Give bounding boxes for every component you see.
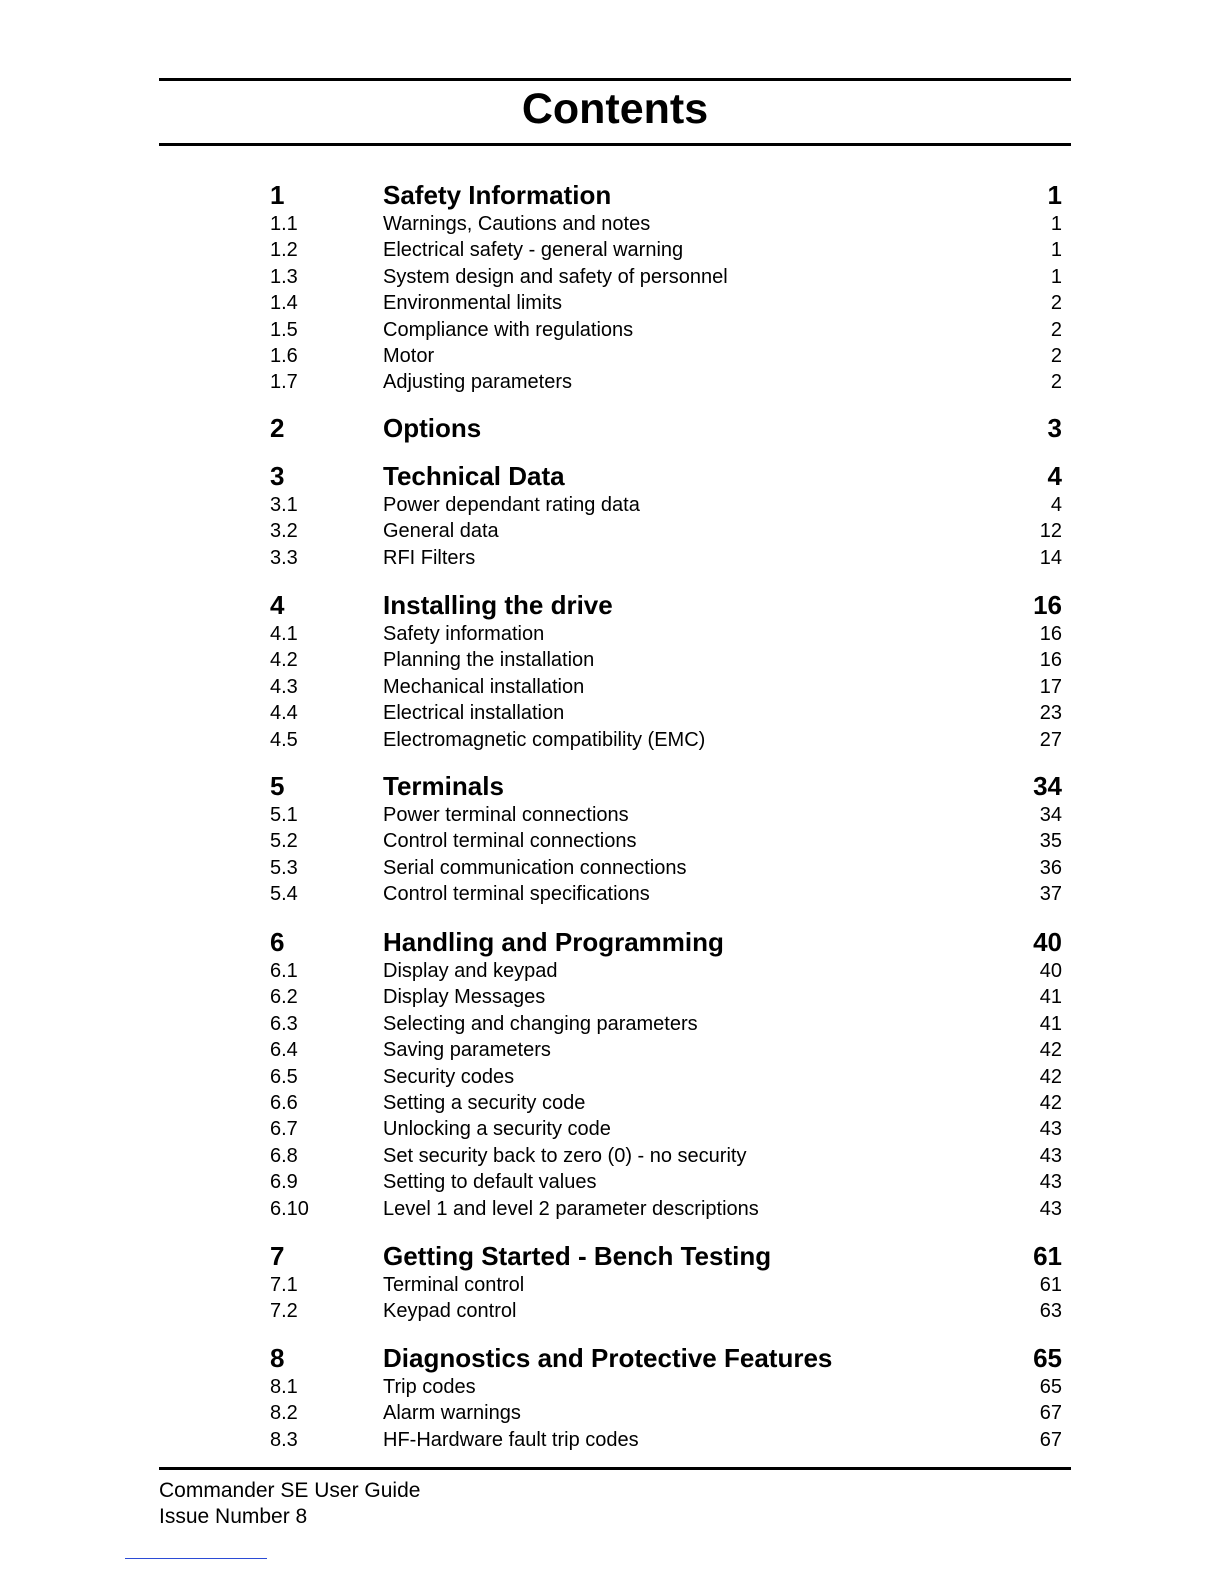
section-page-number: 34	[1039, 804, 1062, 826]
section-title: Power terminal connections	[383, 804, 629, 826]
section-page-number: 41	[1039, 986, 1062, 1009]
toc-chapter-2[interactable]	[270, 412, 1062, 444]
toc-section-8-2[interactable]	[270, 1400, 1062, 1426]
section-title: System design and safety of personnel	[383, 265, 728, 288]
section-number: 3.3	[270, 546, 298, 569]
section-page-number: 14	[1039, 546, 1062, 569]
section-title: Setting to default values	[383, 1171, 597, 1194]
section-page-number: 43	[1039, 1144, 1062, 1167]
footer-guide-title: Commander SE User Guide	[159, 1479, 421, 1502]
section-title: RFI Filters	[383, 546, 476, 569]
chapter-title: Safety Information	[383, 180, 612, 210]
section-title: Display Messages	[383, 986, 546, 1009]
section-number: 6.4	[270, 1039, 298, 1062]
toc-section-3-2[interactable]	[270, 518, 1062, 544]
footer-rule	[159, 1467, 1071, 1470]
section-page-number: 36	[1039, 856, 1062, 879]
section-number: 1.3	[270, 265, 298, 288]
section-title: Planning the installation	[383, 649, 595, 672]
section-number: 5.3	[270, 856, 298, 879]
toc-section-1-7[interactable]	[270, 369, 1062, 395]
section-number: 6.3	[270, 1012, 298, 1035]
toc-section-1-4[interactable]	[270, 290, 1062, 316]
toc-section-7-2[interactable]	[270, 1298, 1062, 1324]
section-number: 6.1	[270, 960, 298, 982]
toc-section-6-9[interactable]	[270, 1169, 1062, 1195]
toc-section-7-1[interactable]	[270, 1272, 1062, 1298]
section-page-number: 63	[1039, 1300, 1062, 1323]
toc-section-5-1[interactable]	[270, 802, 1062, 828]
section-title: Keypad control	[383, 1300, 517, 1323]
link-underline	[125, 1558, 267, 1559]
section-title: Electromagnetic compatibility (EMC)	[383, 728, 706, 751]
section-title: Display and keypad	[383, 960, 558, 982]
toc-section-3-1[interactable]	[270, 492, 1062, 518]
section-number: 1.2	[270, 239, 298, 262]
toc-section-6-7[interactable]	[270, 1116, 1062, 1142]
page-title: Contents	[521, 85, 709, 133]
section-title: Set security back to zero (0) - no security	[383, 1144, 747, 1167]
section-page-number: 40	[1039, 960, 1062, 982]
section-number: 4.4	[270, 702, 298, 725]
toc-section-1-3[interactable]	[270, 264, 1062, 290]
toc-section-6-4[interactable]	[270, 1037, 1062, 1063]
chapter-number: 5	[270, 771, 285, 801]
toc-section-6-1[interactable]	[270, 958, 1062, 984]
section-page-number: 43	[1039, 1197, 1062, 1220]
chapter-number: 8	[270, 1343, 285, 1373]
chapter-title: Terminals	[383, 771, 504, 801]
toc-section-4-2[interactable]	[270, 647, 1062, 673]
section-page-number: 2	[1050, 292, 1062, 315]
toc-section-4-1[interactable]	[270, 621, 1062, 647]
toc-section-5-3[interactable]	[270, 855, 1062, 881]
chapter-number: 7	[270, 1241, 285, 1271]
section-title: Serial communication connections	[383, 856, 687, 879]
section-page-number: 67	[1039, 1402, 1062, 1425]
toc-section-8-3[interactable]	[270, 1427, 1062, 1453]
section-number: 6.2	[270, 986, 298, 1009]
section-title: Alarm warnings	[383, 1402, 521, 1425]
section-title: Level 1 and level 2 parameter descriptions	[383, 1197, 759, 1220]
section-number: 7.1	[270, 1274, 298, 1296]
section-title: HF-Hardware fault trip codes	[383, 1428, 639, 1451]
toc-section-6-6[interactable]	[270, 1090, 1062, 1116]
chapter-number: 4	[270, 590, 285, 620]
toc-section-6-10[interactable]	[270, 1196, 1062, 1222]
chapter-number: 2	[270, 413, 285, 443]
section-number: 5.2	[270, 830, 298, 853]
section-page-number: 1	[1050, 265, 1062, 288]
section-number: 6.6	[270, 1092, 298, 1114]
section-page-number: 1	[1050, 239, 1062, 262]
chapter-number: 1	[270, 180, 285, 210]
toc-section-1-6[interactable]	[270, 343, 1062, 369]
section-number: 4.1	[270, 623, 298, 645]
section-page-number: 4	[1050, 494, 1062, 516]
chapter-number: 3	[270, 461, 285, 491]
section-title: Safety information	[383, 623, 545, 645]
section-page-number: 1	[1050, 213, 1062, 235]
toc-section-1-1[interactable]	[270, 211, 1062, 237]
chapter-title: Technical Data	[383, 461, 565, 491]
toc-chapter-8[interactable]	[270, 1342, 1062, 1374]
section-title: Selecting and changing parameters	[383, 1012, 698, 1035]
toc-section-3-3[interactable]	[270, 545, 1062, 571]
toc-section-6-8[interactable]	[270, 1143, 1062, 1169]
section-title: Compliance with regulations	[383, 318, 634, 341]
section-page-number: 42	[1039, 1065, 1062, 1088]
section-number: 6.9	[270, 1171, 298, 1194]
section-number: 6.8	[270, 1144, 298, 1167]
section-page-number: 65	[1039, 1376, 1062, 1398]
footer-issue-number: Issue Number 8	[159, 1505, 308, 1528]
section-page-number: 41	[1039, 1012, 1062, 1035]
section-title: Saving parameters	[383, 1039, 551, 1062]
chapter-title: Getting Started - Bench Testing	[383, 1241, 772, 1271]
toc-chapter-6[interactable]	[270, 926, 1062, 958]
toc-chapter-7[interactable]	[270, 1240, 1062, 1272]
section-number: 7.2	[270, 1300, 298, 1323]
section-number: 8.1	[270, 1376, 298, 1398]
section-page-number: 17	[1039, 675, 1062, 698]
section-page-number: 16	[1039, 623, 1062, 645]
section-title: Trip codes	[383, 1376, 476, 1398]
toc-section-6-3[interactable]	[270, 1011, 1062, 1037]
section-title: Control terminal connections	[383, 830, 637, 853]
chapter-page-number: 16	[1033, 590, 1062, 620]
chapter-title: Diagnostics and Protective Features	[383, 1343, 833, 1373]
section-number: 4.5	[270, 728, 298, 751]
section-title: Control terminal specifications	[383, 883, 650, 906]
section-number: 8.3	[270, 1428, 298, 1451]
section-page-number: 43	[1039, 1171, 1062, 1194]
section-title: Terminal control	[383, 1274, 525, 1296]
section-title: General data	[383, 520, 499, 543]
section-number: 8.2	[270, 1402, 298, 1425]
section-number: 1.7	[270, 371, 298, 394]
toc-chapter-5[interactable]	[270, 770, 1062, 802]
section-title: Electrical safety - general warning	[383, 239, 684, 262]
chapter-title: Handling and Programming	[383, 927, 724, 957]
section-page-number: 37	[1039, 883, 1062, 906]
section-title: Adjusting parameters	[383, 371, 572, 394]
chapter-title: Installing the drive	[383, 590, 613, 620]
section-number: 5.1	[270, 804, 298, 826]
toc-section-1-5[interactable]	[270, 317, 1062, 343]
chapter-page-number: 34	[1033, 771, 1062, 801]
section-title: Setting a security code	[383, 1092, 586, 1114]
section-page-number: 23	[1039, 702, 1062, 725]
chapter-page-number: 3	[1047, 413, 1062, 443]
toc-section-5-4[interactable]	[270, 881, 1062, 907]
section-title: Warnings, Cautions and notes	[383, 213, 651, 235]
toc-section-5-2[interactable]	[270, 828, 1062, 854]
section-title: Motor	[383, 345, 435, 367]
section-page-number: 43	[1039, 1118, 1062, 1141]
section-title: Power dependant rating data	[383, 494, 640, 516]
chapter-title: Options	[383, 413, 482, 443]
chapter-page-number: 1	[1047, 180, 1062, 210]
section-title: Electrical installation	[383, 702, 565, 725]
section-number: 1.4	[270, 292, 298, 315]
section-page-number: 42	[1039, 1092, 1062, 1114]
toc-section-4-5[interactable]	[270, 727, 1062, 753]
toc-section-6-5[interactable]	[270, 1064, 1062, 1090]
toc-chapter-3[interactable]	[270, 460, 1062, 492]
toc-section-4-4[interactable]	[270, 700, 1062, 726]
section-page-number: 12	[1039, 520, 1062, 543]
section-number: 1.1	[270, 213, 298, 235]
chapter-page-number: 65	[1033, 1343, 1062, 1373]
section-title: Unlocking a security code	[383, 1118, 611, 1141]
section-page-number: 16	[1039, 649, 1062, 672]
toc-section-6-2[interactable]	[270, 984, 1062, 1010]
toc-chapter-4[interactable]	[270, 589, 1062, 621]
chapter-number: 6	[270, 927, 285, 957]
section-number: 6.10	[270, 1197, 309, 1220]
section-number: 6.7	[270, 1118, 298, 1141]
chapter-page-number: 4	[1047, 461, 1062, 491]
section-number: 1.6	[270, 345, 298, 367]
section-page-number: 2	[1050, 318, 1062, 341]
section-number: 5.4	[270, 883, 298, 906]
section-number: 4.3	[270, 675, 298, 698]
section-number: 3.1	[270, 494, 298, 516]
section-number: 4.2	[270, 649, 298, 672]
section-page-number: 2	[1050, 345, 1062, 367]
toc-section-8-1[interactable]	[270, 1374, 1062, 1400]
section-page-number: 67	[1039, 1428, 1062, 1451]
section-title: Security codes	[383, 1065, 515, 1088]
section-title: Mechanical installation	[383, 675, 585, 698]
chapter-page-number: 40	[1033, 927, 1062, 957]
toc-chapter-1[interactable]	[270, 179, 1062, 211]
section-page-number: 42	[1039, 1039, 1062, 1062]
toc-section-1-2[interactable]	[270, 237, 1062, 263]
section-page-number: 2	[1050, 371, 1062, 394]
section-number: 1.5	[270, 318, 298, 341]
chapter-page-number: 61	[1033, 1241, 1062, 1271]
section-page-number: 35	[1039, 830, 1062, 853]
toc-section-4-3[interactable]	[270, 674, 1062, 700]
section-number: 3.2	[270, 520, 298, 543]
section-page-number: 61	[1039, 1274, 1062, 1296]
section-title: Environmental limits	[383, 292, 562, 315]
section-page-number: 27	[1039, 728, 1062, 751]
section-number: 6.5	[270, 1065, 298, 1088]
